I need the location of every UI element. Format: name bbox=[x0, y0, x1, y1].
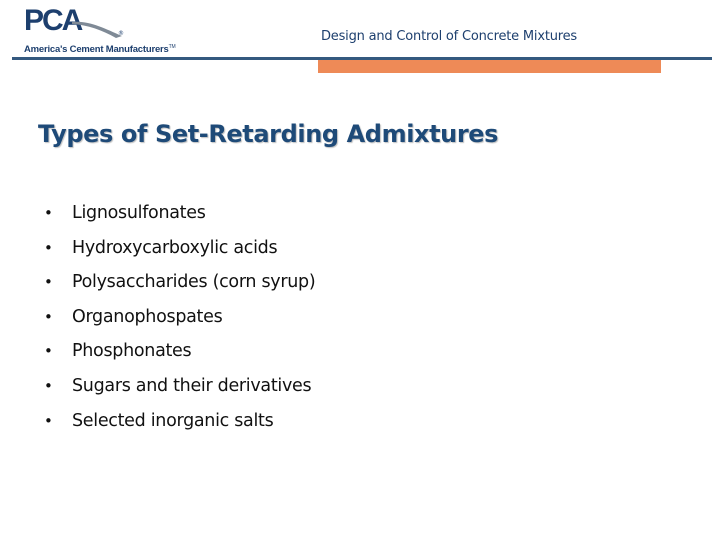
list-item-text: Sugars and their derivatives bbox=[72, 375, 312, 396]
bullet-icon: • bbox=[44, 204, 53, 222]
list-item-text: Polysaccharides (corn syrup) bbox=[72, 272, 316, 293]
list-item-text: Organophospates bbox=[72, 306, 223, 327]
list-item-text: Phosphonates bbox=[72, 341, 192, 362]
bullet-icon: • bbox=[44, 342, 53, 361]
bullet-icon: • bbox=[44, 273, 53, 292]
list-item-text: Hydroxycarboxylic acids bbox=[72, 237, 278, 258]
slide-title: Types of Set-Retarding Admixtures bbox=[38, 120, 499, 148]
bullet-icon: • bbox=[44, 411, 53, 430]
logo-trademark: TM bbox=[168, 44, 176, 50]
header-rule-orange bbox=[318, 60, 661, 73]
logo-tagline: America's Cement Manufacturers™ bbox=[24, 44, 176, 56]
bullet-icon: • bbox=[44, 307, 53, 326]
header-title: Design and Control of Concrete Mixtures bbox=[321, 29, 577, 44]
logo-registered-mark: ® bbox=[118, 30, 124, 37]
bullet-icon: • bbox=[44, 238, 53, 257]
bullet-icon: • bbox=[44, 376, 53, 395]
list-item-text: Lignosulfonates bbox=[72, 203, 206, 223]
pca-logo bbox=[24, 4, 184, 58]
list-item-text: Selected inorganic salts bbox=[72, 410, 274, 431]
logo-mark: PCA bbox=[24, 4, 82, 37]
